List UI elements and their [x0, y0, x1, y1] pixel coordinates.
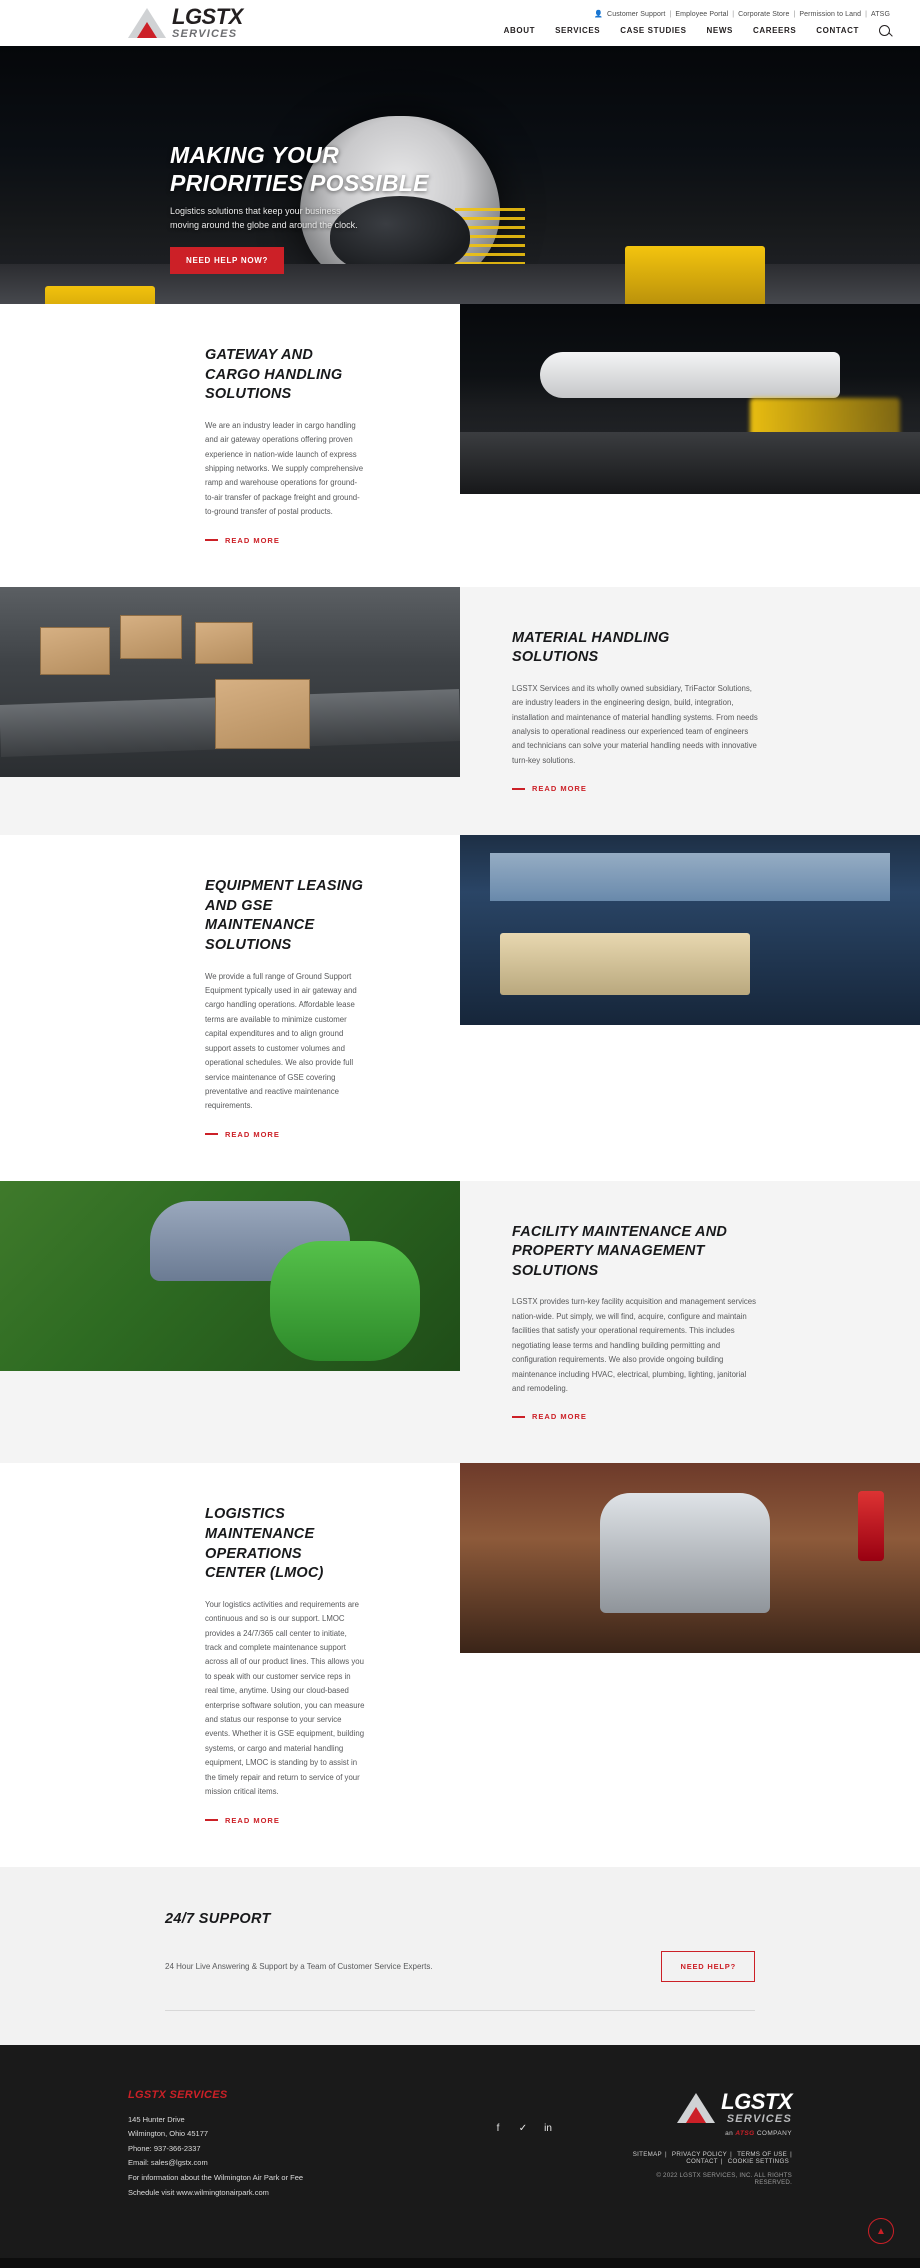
- section-equipment-leasing-image: [460, 835, 920, 1180]
- header-right: [504, 10, 890, 36]
- chevron-up-icon: ▲: [876, 2225, 886, 2237]
- footer-email[interactable]: Email: sales@lgstx.com: [128, 2158, 208, 2168]
- search-icon[interactable]: [879, 25, 890, 36]
- hero-subtitle: Logistics solutions that keep your business moving around the globe and around the clock.: [170, 206, 358, 231]
- footer-address-line: 145 Hunter Drive: [128, 2114, 185, 2124]
- hero-title-line1: MAKING YOUR: [170, 142, 339, 168]
- facebook-icon[interactable]: f: [496, 2122, 500, 2134]
- read-more-gateway[interactable]: [205, 536, 365, 545]
- footer-airpark-link[interactable]: Schedule visit www.wilmingtonairpark.com: [128, 2187, 269, 2197]
- section-body: We are an industry leader in cargo handling and air gateway operations offering proven experience in nation-wide launch of express shipping networks. We supply comprehensive ramp and warehouse operations for ground-to-air transfer of package freight and ground-to-ground transfer of postal products.: [205, 420, 364, 517]
- site-footer: [0, 2045, 920, 2259]
- hero-tug-left: [45, 286, 155, 304]
- read-more-label: READ MORE: [225, 535, 280, 545]
- linkedin-icon[interactable]: in: [544, 2122, 552, 2134]
- hero-tug-right: [625, 246, 765, 304]
- section-material-handling-text: [460, 587, 920, 836]
- utility-separator: |: [793, 10, 796, 18]
- utility-link-atsg[interactable]: ATSG: [871, 10, 890, 18]
- site-logo[interactable]: [128, 6, 243, 40]
- section-title: FACILITY MAINTENANCE AND PROPERTY MANAGEMENT SOLUTIONS: [512, 1223, 728, 1279]
- utility-separator: |: [732, 10, 735, 18]
- hero-title-line2: PRIORITIES POSSIBLE: [170, 170, 429, 197]
- section-equipment-leasing-text: [0, 835, 460, 1180]
- footer-copyright: © 2022 LGSTX SERVICES, INC. ALL RIGHTS RESERVED.: [656, 2171, 792, 2186]
- section-gateway-text: [0, 304, 460, 587]
- read-more-label: READ MORE: [225, 1815, 280, 1825]
- logo-name: LGSTX: [172, 4, 243, 29]
- read-more-label: READ MORE: [532, 1412, 587, 1422]
- utility-link-customer-support[interactable]: Customer Support: [607, 10, 666, 18]
- footer-bottom-strip: [0, 2258, 920, 2268]
- footer-link-terms-of-use[interactable]: TERMS OF USE: [737, 2150, 788, 2158]
- logo-triangle-icon: [677, 2093, 715, 2123]
- section-material-handling: [0, 587, 920, 836]
- footer-link-cookie-settings[interactable]: COOKIE SETTINGS: [727, 2157, 789, 2165]
- footer-social-block: [418, 2089, 628, 2201]
- cargo-box: [215, 679, 310, 749]
- section-facility-maintenance: [0, 1181, 920, 1464]
- section-body: LGSTX provides turn-key facility acquisition and management services nation-wide. Put simply, we will find, acquire, configure and maintain facilities that satisfy your operational requirements. This includes negotiating lease terms and handling building permitting and configuration requirements. We also provide ongoing building maintenance including HVAC, electrical, plumbing, lighting, janitorial and remodeling.: [512, 1297, 756, 1393]
- footer-address-block: [128, 2089, 418, 2201]
- read-more-label: READ MORE: [225, 1129, 280, 1139]
- footer-logo-name: LGSTX: [721, 2088, 792, 2114]
- section-body: Your logistics activities and requirements are continuous and so is our support. LMOC provides a 24/7/365 call center to initiate, track and complete maintenance support across all of our product lines. This allows you to speak with our customer service reps in real time, anytime. Using our cloud-based enterprise software solution, you can measure and status our response to your service events. Whether it is GSE equipment, building systems, or cargo and material handling equipment, LMOC is standing by to assist in the timely repair and return to service of your mission critical items.: [205, 1599, 365, 1797]
- nav-item-services[interactable]: SERVICES: [555, 26, 601, 35]
- section-body: We provide a full range of Ground Support Equipment typically used in air gateway and cargo handling operations. Affordable lease terms are available to minimize customer capital expenditures and to align ground support assets to customer volumes and operational schedules. We also provide full service maintenance of GSE covering preventative and reactive maintenance requirements.: [205, 971, 357, 1111]
- twitter-icon[interactable]: ✓: [518, 2122, 528, 2134]
- company-suffix: COMPANY: [754, 2129, 792, 2137]
- motion-blur-vehicle: [750, 398, 900, 456]
- user-icon: 👤: [594, 11, 604, 18]
- cargo-box: [40, 627, 110, 675]
- read-more-material-handling[interactable]: [512, 784, 760, 793]
- section-gateway: [0, 304, 920, 587]
- hero-banner: [0, 46, 920, 304]
- hero-copy: [170, 141, 429, 274]
- utility-separator: |: [669, 10, 672, 18]
- company-atsg: ATSG: [735, 2129, 755, 2137]
- footer-links: SITEMAP | PRIVACY POLICY | TERMS OF USE | CONTACT | COOKIE SETTINGS: [632, 2150, 792, 2165]
- site-header: [0, 0, 920, 46]
- nav-item-news[interactable]: NEWS: [706, 26, 733, 35]
- read-more-lmoc[interactable]: [205, 1816, 365, 1825]
- section-facility-maintenance-text: [460, 1181, 920, 1464]
- footer-link-privacy-policy[interactable]: PRIVACY POLICY: [671, 2150, 728, 2158]
- cargo-box: [120, 615, 182, 659]
- section-material-handling-image: [0, 587, 460, 836]
- dash-icon: [512, 788, 525, 790]
- utility-link-employee-portal[interactable]: Employee Portal: [675, 10, 729, 18]
- hero-cta-button[interactable]: NEED HELP NOW?: [170, 247, 284, 274]
- section-title: LOGISTICS MAINTENANCE OPERATIONS CENTER (LMOC): [205, 1506, 324, 1582]
- nav-item-case-studies[interactable]: CASE STUDIES: [620, 26, 687, 35]
- section-body: LGSTX Services and its wholly owned subsidiary, TriFactor Solutions, are industry leaders in the engineering design, build, integration, installation and maintenance of material handling systems. From needs analysis to operational readiness our experienced team of engineers and technicians can solve your material handling needs with innovative turn-key solutions.: [512, 683, 758, 765]
- footer-logo-subname: SERVICES: [726, 2112, 792, 2125]
- footer-right-block: [628, 2089, 792, 2201]
- footer-logo[interactable]: [628, 2088, 792, 2125]
- footer-phone: Phone: 937-366-2337: [128, 2143, 201, 2153]
- read-more-label: READ MORE: [532, 784, 587, 794]
- utility-separator: |: [865, 10, 868, 18]
- need-help-button[interactable]: NEED HELP?: [661, 1951, 755, 1982]
- footer-company-line: [628, 2130, 792, 2137]
- section-facility-maintenance-image: [0, 1181, 460, 1464]
- utility-nav: [504, 10, 890, 18]
- read-more-equipment-leasing[interactable]: [205, 1130, 365, 1139]
- footer-link-sitemap[interactable]: SITEMAP: [632, 2150, 662, 2158]
- section-title: EQUIPMENT LEASING AND GSE MAINTENANCE SOLUTIONS: [205, 878, 364, 953]
- footer-link-contact[interactable]: CONTACT: [686, 2157, 718, 2165]
- support-divider: [165, 2010, 755, 2011]
- nav-item-contact[interactable]: CONTACT: [816, 26, 859, 35]
- section-lmoc: [0, 1463, 920, 1866]
- footer-address-line: Wilmington, Ohio 45177: [128, 2129, 209, 2139]
- main-nav: [504, 25, 890, 36]
- logo-subname: SERVICES: [172, 28, 238, 40]
- read-more-facility-maintenance[interactable]: [512, 1412, 760, 1421]
- utility-link-permission-to-land[interactable]: Permission to Land: [799, 10, 862, 18]
- support-band: [0, 1867, 920, 2045]
- section-gateway-image: [460, 304, 920, 587]
- section-lmoc-image: [460, 1463, 920, 1866]
- dash-icon: [205, 539, 218, 541]
- logo-triangle-icon: [128, 8, 166, 38]
- section-title: GATEWAY AND CARGO HANDLING SOLUTIONS: [205, 347, 343, 403]
- utility-link-corporate-store[interactable]: Corporate Store: [738, 10, 790, 18]
- support-title: 24/7 SUPPORT: [165, 1910, 271, 1927]
- section-equipment-leasing: [0, 835, 920, 1180]
- hero-title: [170, 141, 429, 197]
- dash-icon: [512, 1416, 525, 1418]
- dash-icon: [205, 1819, 218, 1821]
- dash-icon: [205, 1133, 218, 1135]
- support-text: 24 Hour Live Answering & Support by a Team of Customer Service Experts.: [165, 1961, 433, 1971]
- footer-airpark-note: For information about the Wilmington Air Park or Fee: [128, 2173, 304, 2183]
- section-title: MATERIAL HANDLING SOLUTIONS: [512, 629, 670, 666]
- cargo-box: [195, 622, 253, 664]
- company-prefix: an: [725, 2129, 736, 2137]
- nav-item-careers[interactable]: CAREERS: [752, 26, 797, 35]
- footer-brand: LGSTX SERVICES: [128, 2088, 228, 2101]
- section-lmoc-text: [0, 1463, 460, 1866]
- nav-item-about[interactable]: ABOUT: [503, 26, 536, 35]
